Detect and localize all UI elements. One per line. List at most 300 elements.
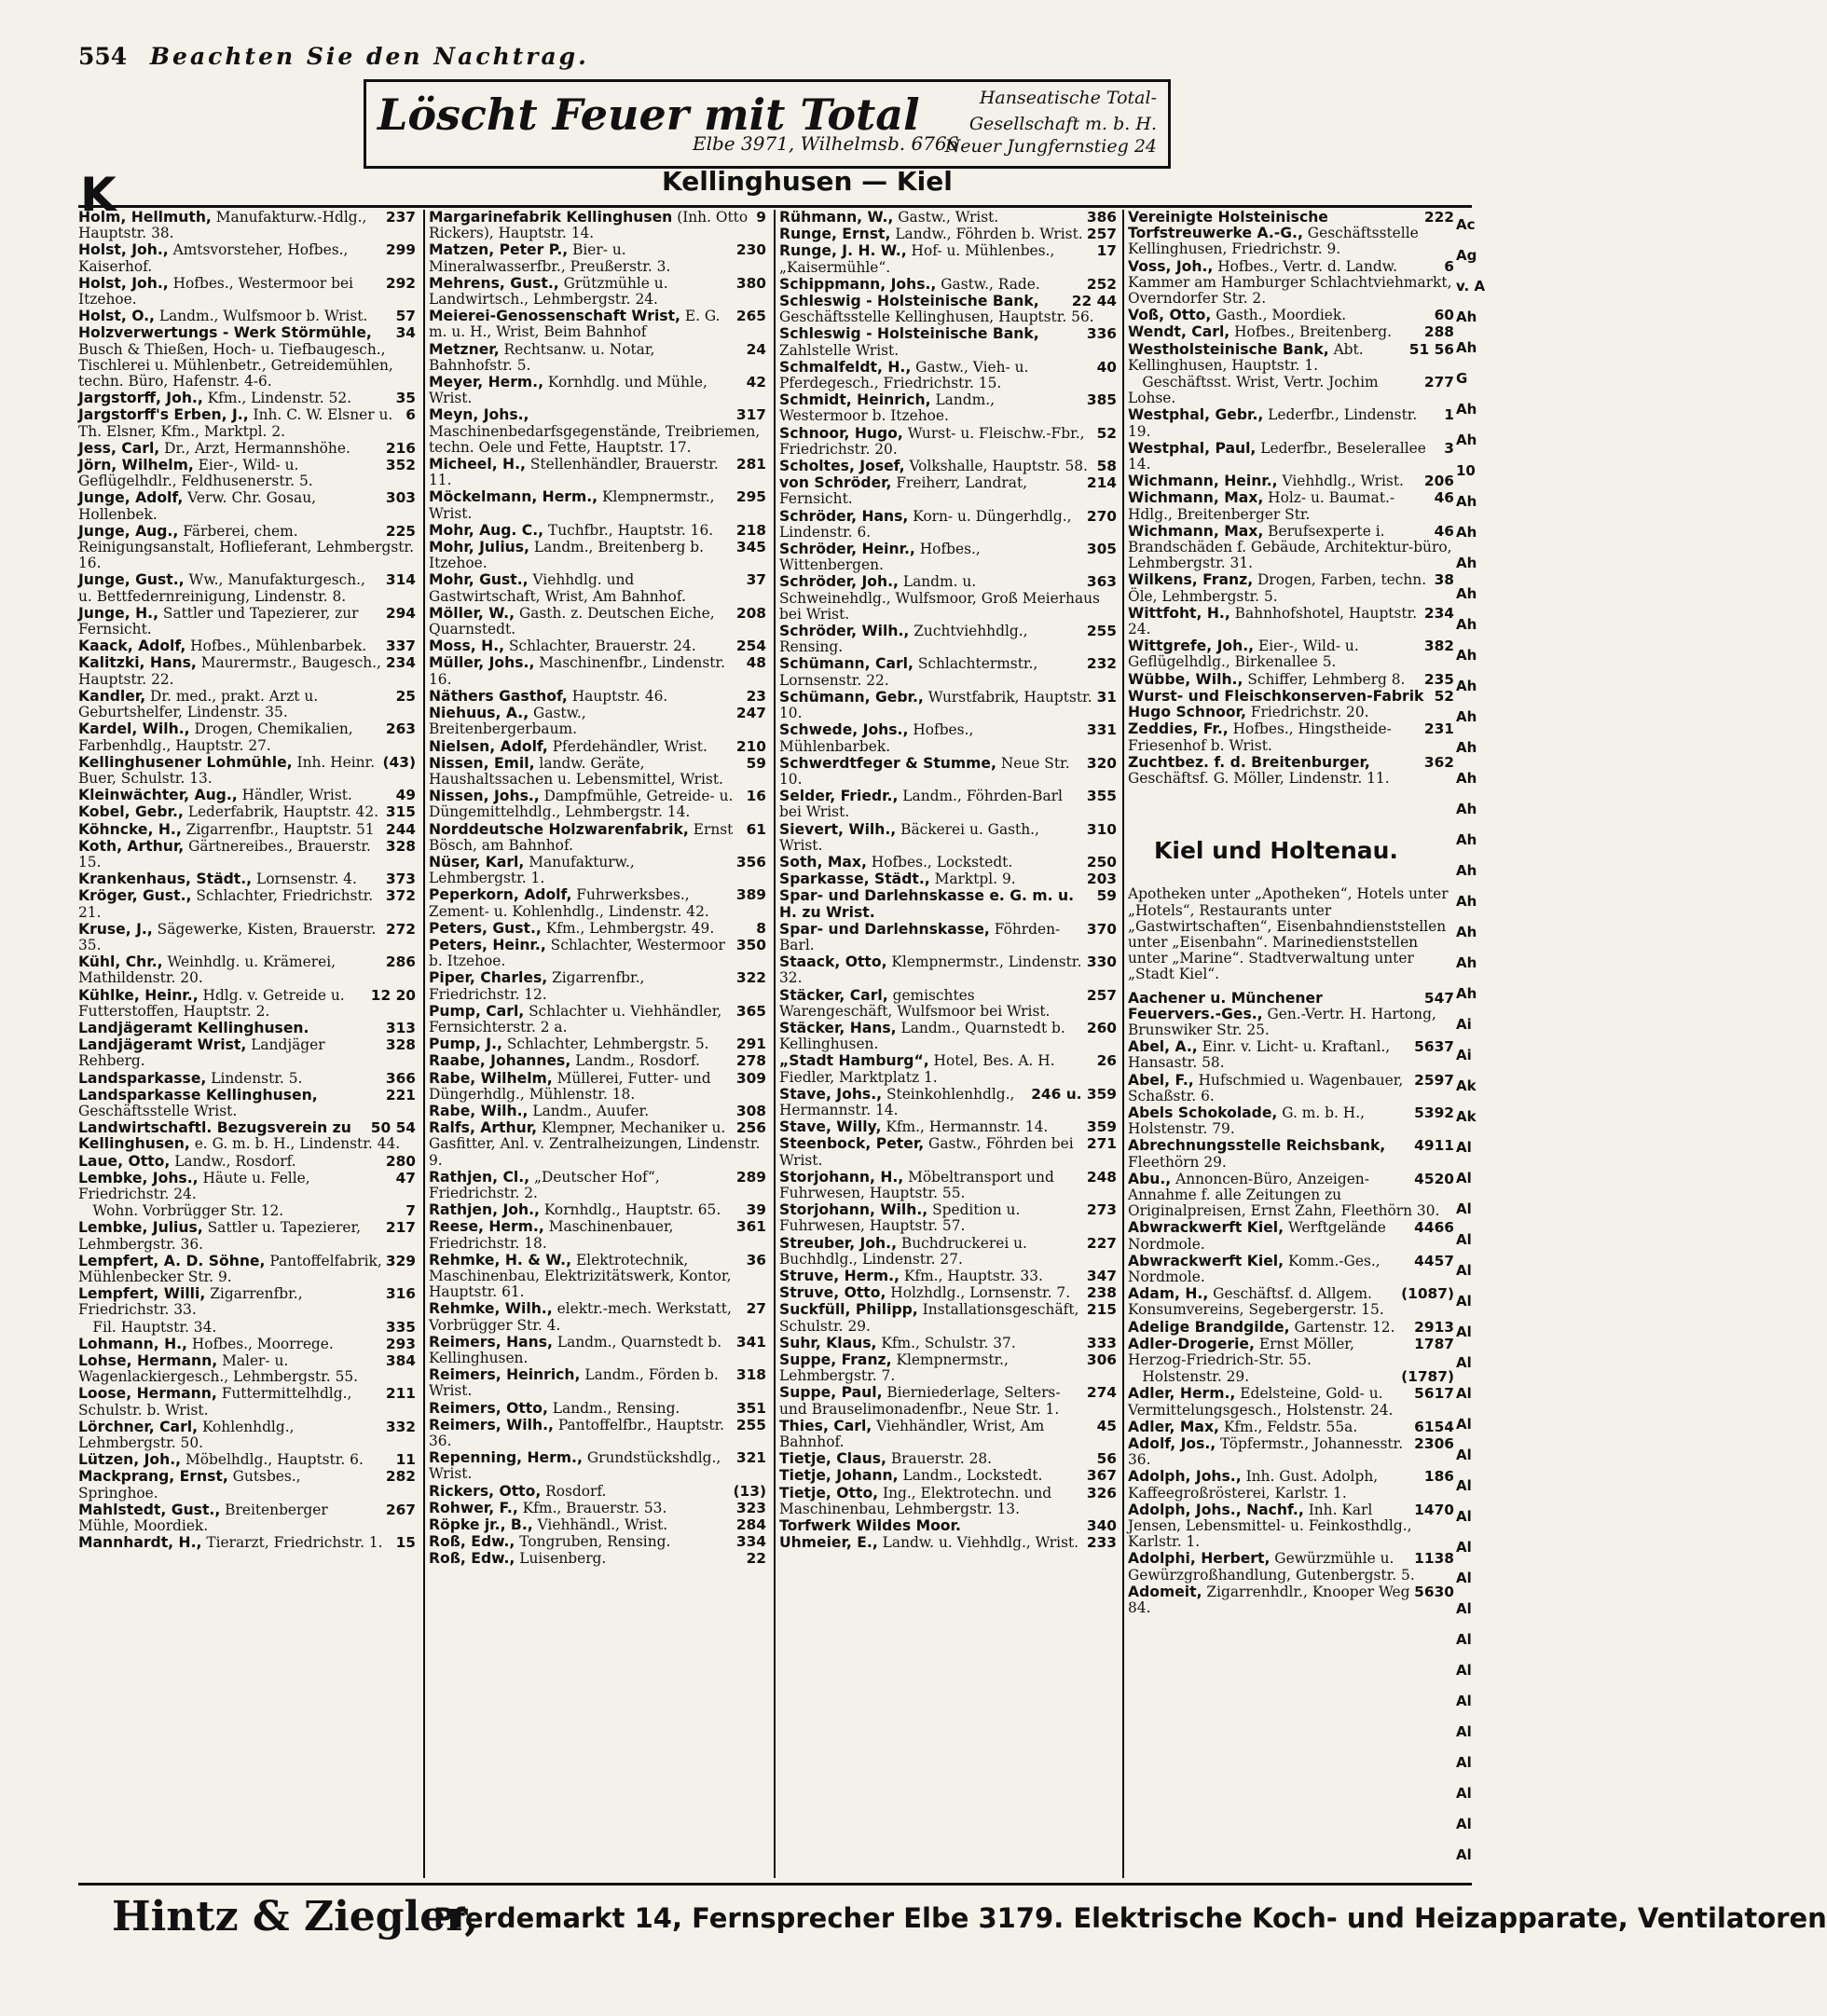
entry-details: Hofbes., Hingstheide-Friesenhof b. Wrist.	[1128, 720, 1392, 754]
phone-number: 322	[735, 969, 766, 987]
phone-number: 333	[1086, 1334, 1117, 1351]
phone-number: 334	[735, 1533, 766, 1551]
phone-number: 281	[735, 456, 766, 473]
phone-number: 61	[746, 820, 766, 838]
phone-number: 4911	[1414, 1137, 1454, 1155]
phone-number: 351	[735, 1399, 766, 1417]
entry-name: Pump, Carl,	[429, 1002, 525, 1020]
directory-entry	[1128, 1419, 1454, 1435]
entry-details: Föhrden-Barl.	[779, 920, 1061, 953]
footer-ad-text: Pferdemarkt 14, Fernsprecher Elbe 3179. Elektrische Koch- und Heizapparate, Ventilatoren	[433, 1902, 1827, 1934]
entry-details: Weinhdlg. u. Krämerei, Mathildenstr. 20.	[78, 953, 337, 987]
directory-entry	[429, 970, 766, 1002]
edge-fragment: Al	[1456, 1416, 1472, 1433]
directory-entry	[429, 242, 766, 274]
entry-name: Adolph, Johs., Nachf.,	[1128, 1501, 1304, 1518]
phone-number: 255	[735, 1416, 766, 1433]
entry-name: Rathjen, Joh.,	[429, 1201, 540, 1219]
phone-number: (43)	[382, 753, 416, 771]
phone-number: 6	[405, 406, 416, 424]
phone-number: 6	[1444, 257, 1454, 275]
entry-name: Möller, W.,	[429, 604, 515, 622]
entry-details: Gastw., Vieh- u. Pferdegesch., Friedrichstr. 15.	[779, 358, 1029, 392]
entry-details: Kornhdlg. und Mühle, Wrist.	[429, 374, 707, 407]
entry-details: Manufakturw., Lehmbergstr. 1.	[429, 853, 635, 887]
directory-entry	[1128, 1551, 1454, 1583]
directory-entry	[779, 360, 1117, 391]
column-2	[429, 210, 766, 1883]
directory-entry	[429, 1450, 766, 1482]
entry-name: Thies, Carl,	[779, 1417, 872, 1434]
entry-details: Kohlenhdlg., Lehmbergstr. 50.	[78, 1418, 295, 1452]
entry-name: Struve, Herm.,	[779, 1268, 900, 1284]
phone-number: 282	[385, 1468, 416, 1486]
entry-name: Landsparkasse,	[78, 1069, 207, 1087]
entry-name: Meyn, Johs.,	[429, 406, 529, 424]
directory-entry	[78, 1203, 416, 1219]
entry-details: Abt. Kellinghusen, Hauptstr. 1.	[1128, 340, 1364, 374]
entry-details: Landm., Rensing.	[552, 1399, 680, 1417]
edge-fragment: Al	[1456, 1170, 1472, 1186]
entry-details: Müllerei, Futter- und Düngerhdlg., Mühlenstr. 18.	[429, 1069, 711, 1103]
directory-entry	[78, 988, 416, 1020]
entry-name: Meyer, Herm.,	[429, 374, 543, 391]
entry-name: Schröder, Heinr.,	[779, 541, 915, 558]
phone-number: 321	[735, 1449, 766, 1467]
phone-number: 208	[735, 604, 766, 622]
phone-number: 221	[385, 1086, 416, 1104]
directory-entry	[429, 789, 766, 820]
entry-name: Adolf, Jos.,	[1128, 1435, 1216, 1453]
entry-details: Schlachter, Brauerstr. 24.	[508, 638, 696, 655]
edge-fragment: Al	[1456, 1231, 1472, 1248]
entry-details: Klempnermstr., Lindenstr. 32.	[779, 953, 1082, 987]
phone-number: 316	[385, 1285, 416, 1303]
phone-number: 1138	[1414, 1550, 1454, 1568]
edge-fragment: Ah	[1456, 493, 1477, 510]
entry-name: Voss, Joh.,	[1128, 257, 1214, 275]
phone-number: 363	[1086, 573, 1117, 591]
entry-name: Zuchtbez. f. d. Breitenburger,	[1128, 753, 1370, 771]
edge-fragment: Al	[1456, 1693, 1472, 1709]
entry-name: Holst, Joh.,	[78, 241, 169, 259]
entry-name: Schümann, Carl,	[779, 655, 914, 673]
entry-details: Hofbes., Westermoor bei Itzehoe.	[78, 274, 353, 309]
phone-number: 255	[1086, 623, 1117, 640]
phone-number: 232	[1086, 655, 1117, 673]
directory-entry	[78, 1469, 416, 1501]
entry-name: Uhmeier, E.,	[779, 1534, 878, 1552]
entry-name: Schleswig - Holsteinische Bank,	[779, 293, 1039, 310]
edge-fragment: Al	[1456, 1785, 1472, 1802]
edge-fragment: Ak	[1456, 1077, 1477, 1094]
directory-entry	[1128, 1254, 1454, 1285]
entry-details: Hufschmied u. Wagenbauer, Schaßstr. 6.	[1128, 1071, 1404, 1104]
entry-name: Matzen, Peter P.,	[429, 241, 569, 259]
entry-details: Gasth. z. Deutschen Eiche, Quarnstedt.	[429, 604, 715, 638]
phone-number: 257	[1086, 986, 1117, 1004]
phone-number: 326	[1086, 1484, 1117, 1502]
entry-details: Gutsbes., Springhoe.	[78, 1468, 301, 1502]
phone-number: 359	[1086, 1118, 1117, 1136]
phone-number: 256	[735, 1119, 766, 1137]
directory-entry	[779, 1021, 1117, 1052]
phone-number: 306	[1086, 1351, 1117, 1369]
phone-number: 45	[1096, 1417, 1117, 1434]
phone-number: 8	[756, 919, 766, 937]
entry-name: Westphal, Gebr.,	[1128, 406, 1264, 424]
directory-entry	[78, 822, 416, 838]
ad-phones: Elbe 3971, Wilhelmsb. 6766	[693, 132, 959, 155]
phone-number: 308	[735, 1102, 766, 1119]
entry-details: Hofbes., Lockstedt.	[871, 853, 1013, 871]
phone-number: 272	[385, 920, 416, 938]
entry-name: Junge, Adolf,	[78, 489, 184, 507]
column-3	[779, 210, 1117, 1883]
directory-entry	[429, 1551, 766, 1567]
phone-number: 380	[735, 274, 766, 292]
directory-entry	[779, 1202, 1117, 1234]
entry-name: Sparkasse, Städt.,	[779, 871, 930, 888]
entry-details: Hof- u. Mühlenbes., „Kaisermühle“.	[779, 242, 1055, 276]
phone-number: 355	[1086, 788, 1117, 805]
phone-number: 309	[735, 1069, 766, 1087]
phone-number: 310	[1086, 820, 1117, 838]
phone-number: 215	[1086, 1301, 1117, 1319]
directory-entry	[429, 1401, 766, 1417]
edge-fragment: Ah	[1456, 985, 1477, 1002]
phone-number: 382	[1423, 638, 1454, 655]
edge-fragment: v. A	[1456, 278, 1486, 295]
entry-details: Kfm., Feldstr. 55a.	[1223, 1418, 1358, 1435]
entry-name: Koth, Arthur,	[78, 837, 185, 855]
directory-entry	[1128, 1105, 1454, 1137]
directory-entry	[78, 721, 416, 753]
page-title: Kellinghusen — Kiel	[662, 166, 953, 197]
entry-name: Adomeit,	[1128, 1583, 1202, 1600]
entry-details: Maschinenbedarfsgegenstände, Treibriemen, techn. Oele und Fette, Hauptstr. 17.	[429, 422, 761, 456]
entry-details: Klempnermstr., Wrist.	[429, 488, 715, 522]
phone-number: 234	[385, 654, 416, 672]
directory-entry	[429, 921, 766, 937]
phone-number: 289	[735, 1168, 766, 1186]
entry-name: Schmalfeldt, H.,	[779, 358, 912, 376]
section-letter: K	[80, 168, 117, 222]
directory-entry	[1128, 1172, 1454, 1220]
entry-name: Lohse, Hermann,	[78, 1352, 218, 1370]
entry-name: Wichmann, Heinr.,	[1128, 473, 1278, 490]
entry-name: Näthers Gasthof,	[429, 687, 568, 705]
directory-entry	[78, 1037, 416, 1069]
directory-entry	[429, 276, 766, 308]
directory-entry	[429, 457, 766, 488]
entry-name: Mannhardt, H.,	[78, 1534, 202, 1552]
entry-details: Landm., Rosdorf.	[575, 1052, 700, 1070]
entry-name: Abwrackwerft Kiel,	[1128, 1252, 1284, 1269]
entry-name: Repenning, Herm.,	[429, 1449, 583, 1467]
directory-entry	[779, 1170, 1117, 1201]
entry-name: Reese, Herm.,	[429, 1218, 544, 1236]
phone-number: 337	[385, 638, 416, 655]
phone-number: 332	[385, 1418, 416, 1435]
entry-name: Peperkorn, Adolf,	[429, 886, 572, 904]
directory-entry	[1128, 259, 1454, 308]
directory-entry	[78, 391, 416, 406]
entry-name: Landwirtschaftl. Bezugsverein zu Kellinghusen,	[78, 1119, 351, 1153]
directory-entry	[779, 922, 1117, 953]
entry-name: Laue, Otto,	[78, 1152, 171, 1170]
edge-fragment: Ah	[1456, 770, 1477, 787]
column-divider	[1122, 210, 1124, 1878]
entry-name: Vereinigte Holsteinische Torfstreuwerke A.-G.,	[1128, 209, 1328, 242]
entry-details: Zigarrenfbr., Hauptstr. 51	[185, 820, 375, 838]
phone-number: 284	[735, 1516, 766, 1534]
entry-name: Landsparkasse Kellinghusen,	[78, 1086, 318, 1104]
entry-name: Reimers, Heinrich,	[429, 1366, 581, 1384]
directory-entry	[429, 523, 766, 539]
directory-entry	[429, 1071, 766, 1103]
entry-details: Korn- u. Düngerhdlg., Lindenstr. 6.	[779, 507, 1072, 541]
edge-fragment: Ah	[1456, 708, 1477, 725]
column-1	[78, 210, 416, 1883]
directory-entry	[429, 1517, 766, 1533]
directory-entry	[429, 822, 766, 854]
phone-number: 6154	[1414, 1418, 1454, 1435]
phone-number: 347	[1086, 1268, 1117, 1284]
directory-entry	[78, 572, 416, 604]
entry-details: Pferdehändler, Wrist.	[552, 737, 707, 755]
phone-number: 267	[385, 1501, 416, 1518]
directory-entry	[1128, 1337, 1454, 1368]
entry-details: Geschäftsstelle Kellinghusen, Hauptstr. 56.	[779, 309, 1094, 326]
entry-details: Elektrotechnik, Maschinenbau, Elektrizitätswerk, Kontor, Hauptstr. 61.	[429, 1251, 732, 1301]
entry-name: Junge, H.,	[78, 604, 158, 622]
phone-number: 273	[1086, 1201, 1117, 1219]
entry-name: Landjägeramt Wrist,	[78, 1036, 247, 1054]
directory-entry	[1128, 1469, 1454, 1501]
entry-details: Ing., Elektrotechn. und Maschinenbau, Lehmbergstr. 13.	[779, 1484, 1052, 1517]
entry-details: Schlachter, Lehmbergstr. 5.	[506, 1035, 709, 1053]
entry-details: Hofbes., Vertr. d. Landw. Kammer am Hamburger Schlachtviehmarkt, Overndorfer Str. 2.	[1128, 257, 1452, 308]
edge-fragment: Al	[1456, 1323, 1472, 1340]
entry-name: Stave, Johs.,	[779, 1085, 883, 1103]
entry-name: Aachener u. Münchener Feuervers.-Ges.,	[1128, 989, 1323, 1022]
entry-name: Suhr, Klaus,	[779, 1334, 877, 1351]
entry-name: Holzverwertungs - Werk Störmühle,	[78, 324, 372, 342]
entry-details: Viehhändl., Wrist.	[537, 1516, 668, 1534]
entry-name: Reimers, Wilh.,	[429, 1416, 554, 1433]
entry-details: Brauerstr. 28.	[890, 1450, 993, 1468]
entry-name: Roß, Edw.,	[429, 1533, 515, 1551]
entry-name: Zeddies, Fr.,	[1128, 720, 1229, 738]
phone-number: 11	[395, 1451, 416, 1469]
phone-number: 210	[735, 737, 766, 755]
entry-details: Busch & Thießen, Hoch- u. Tiefbaugesch., Tischlerei u. Mühlenbetr., Getreidemühlen, techn. Büro, Hafenstr. 4-6.	[78, 340, 393, 391]
entry-name: Jörn, Wilhelm,	[78, 457, 194, 474]
entry-details: Manufakturw.-Hdlg., Hauptstr. 38.	[78, 209, 367, 242]
entry-details: „Deutscher Hof“, Friedrichstr. 2.	[429, 1168, 660, 1201]
entry-details: Fil. Hauptstr. 34.	[92, 1318, 217, 1336]
phone-number: 246 u. 359	[1031, 1085, 1117, 1103]
phone-number: 237	[385, 209, 416, 226]
entry-details: Geschäftsstelle Wrist.	[78, 1102, 238, 1119]
entry-details: Kfm., Lindenstr. 52.	[207, 390, 352, 407]
entry-details: Kfm., Lehmbergstr. 49.	[545, 919, 715, 937]
phone-number: 367	[1086, 1467, 1117, 1485]
phone-number: 38	[1434, 571, 1454, 589]
edge-fragment: Ah	[1456, 647, 1477, 664]
entry-name: Adolph, Johs.,	[1128, 1468, 1242, 1486]
entry-details: Wurst- u. Fleischw.-Fbr., Friedrichstr. 20.	[779, 424, 1085, 458]
entry-name: Rathjen, Cl.,	[429, 1168, 530, 1186]
phone-number: 350	[735, 936, 766, 953]
phone-number: 17	[1096, 242, 1117, 260]
entry-details: Schlachter, Westermoor b. Itzehoe.	[429, 936, 725, 970]
directory-entry	[1128, 1584, 1454, 1616]
edge-fragment: G	[1456, 370, 1468, 387]
directory-entry	[779, 1087, 1117, 1118]
directory-entry	[429, 1301, 766, 1333]
edge-fragment: Al	[1456, 1200, 1472, 1217]
phone-number: 315	[385, 803, 416, 821]
phone-number: 3	[1444, 439, 1454, 457]
entry-name: Abel, A.,	[1128, 1038, 1198, 1056]
entry-details: Fleethörn 29.	[1128, 1153, 1227, 1171]
entry-name: Junge, Aug.,	[78, 522, 179, 540]
phone-number: 59	[746, 754, 766, 772]
phone-number: 49	[395, 787, 416, 804]
phone-number: 328	[385, 837, 416, 855]
entry-details: Grundstückshdlg., Wrist.	[429, 1449, 721, 1483]
entry-details: Hofbes., Moorrege.	[191, 1335, 334, 1352]
directory-entry	[429, 1367, 766, 1399]
entry-details: G. m. b. H., Holstenstr. 79.	[1128, 1104, 1366, 1138]
phone-number: 227	[1086, 1234, 1117, 1252]
entry-details: Viehhändler, Wrist, Am Bahnhof.	[779, 1417, 1045, 1451]
directory-entry	[429, 1170, 766, 1201]
entry-name: Lörchner, Carl,	[78, 1418, 199, 1435]
entry-details: Freiherr, Landrat, Fernsicht.	[779, 474, 1028, 508]
entry-details: Landm., Quarnstedt b. Kellinghusen.	[779, 1019, 1065, 1053]
entry-details: E. G. m. u. H., Wrist, Beim Bahnhof	[429, 308, 721, 341]
entry-details: Gastw., Rade.	[941, 275, 1040, 293]
phone-number: 56	[1096, 1450, 1117, 1468]
entry-details: Geschäftsstelle Kellinghusen, Friedrichstr. 9.	[1128, 225, 1419, 258]
phone-number: 293	[385, 1335, 416, 1352]
entry-details: Lederfabrik, Hauptstr. 42.	[187, 803, 379, 821]
entry-details: Töpfermstr., Johannesstr. 36.	[1128, 1435, 1404, 1469]
edge-fragment: Ai	[1456, 1047, 1472, 1063]
phone-number: 37	[746, 571, 766, 589]
entry-details: Installationsgeschäft, Schulstr. 29.	[779, 1301, 1079, 1335]
directory-entry	[779, 1419, 1117, 1450]
entry-details: Verw. Chr. Gosau, Hollenbek.	[78, 489, 317, 523]
directory-entry	[1128, 672, 1454, 688]
entry-details: Annoncen-Büro, Anzeigen-Annahme f. alle Zeitungen zu Originalpreisen, Ernst Zahn, Fleethörn 30.	[1128, 1170, 1440, 1220]
directory-entry	[779, 871, 1117, 887]
entry-details: Gärtnereibes., Brauerstr. 15.	[78, 837, 371, 871]
directory-entry	[779, 326, 1117, 358]
edge-fragment: Ac	[1456, 216, 1476, 233]
directory-entry	[1128, 689, 1454, 720]
entry-details: Zigarrenhdlr., Knooper Weg 84.	[1128, 1583, 1410, 1617]
entry-details: Berufsexperte i. Brandschäden f. Gebäude, Architektur-büro, Lehmbergstr. 31.	[1128, 522, 1452, 572]
entry-details: Zigarrenfbr., Friedrichstr. 12.	[429, 969, 645, 1003]
directory-entry	[429, 1253, 766, 1301]
directory-entry	[78, 524, 416, 572]
phone-number: 265	[735, 308, 766, 325]
directory-entry	[1128, 375, 1454, 406]
directory-entry	[1128, 524, 1454, 572]
directory-entry	[78, 210, 416, 241]
directory-entry	[779, 1336, 1117, 1351]
directory-entry	[1128, 210, 1454, 258]
entry-name: Stäcker, Hans,	[779, 1019, 897, 1036]
phone-number: 206	[1423, 473, 1454, 490]
entry-details: Bahnhofshotel, Hauptstr. 24.	[1128, 604, 1418, 638]
phone-number: 5637	[1414, 1038, 1454, 1056]
entry-details: Händler, Wrist.	[241, 787, 352, 804]
directory-entry	[779, 888, 1117, 920]
entry-details: Lornsenstr. 4.	[255, 871, 357, 888]
directory-entry	[1128, 1320, 1454, 1336]
entry-name: Kellinghusener Lohmühle,	[78, 753, 293, 771]
entry-name: Holm, Hellmuth,	[78, 209, 212, 226]
phone-number: 330	[1086, 953, 1117, 971]
directory-entry	[1128, 324, 1454, 340]
entry-name: Röpke jr., B.,	[429, 1516, 533, 1534]
edge-fragment: 10	[1456, 462, 1476, 479]
entry-name: Suppe, Franz,	[779, 1351, 892, 1369]
directory-entry	[779, 243, 1117, 275]
entry-name: Stave, Willy,	[779, 1118, 882, 1136]
directory-entry	[78, 1320, 416, 1336]
entry-details: Zuchtviehhdlg., Rensing.	[779, 623, 1028, 656]
column-divider	[423, 210, 425, 1878]
directory-entry	[78, 1353, 416, 1385]
entry-details: Kfm., Schulstr. 37.	[881, 1334, 1016, 1351]
phone-number: 263	[385, 720, 416, 738]
phone-number: 16	[746, 788, 766, 805]
directory-entry	[78, 1386, 416, 1418]
entry-name: Holst, Joh.,	[78, 274, 169, 292]
entry-details: Schlachter, Friedrichstr. 21.	[78, 887, 374, 921]
directory-entry	[779, 1302, 1117, 1334]
page-number: 554	[78, 43, 128, 70]
phone-number: 389	[735, 886, 766, 904]
directory-entry	[429, 1219, 766, 1251]
entry-name: Ralfs, Arthur,	[429, 1119, 538, 1137]
phone-number: 51 56	[1408, 340, 1454, 358]
entry-name: Peters, Gust.,	[429, 919, 542, 937]
directory-entry	[779, 1136, 1117, 1168]
phone-number: 15	[395, 1534, 416, 1552]
entry-name: Lembke, Johs.,	[78, 1169, 199, 1186]
entry-details: Ernst Möller, Herzog-Friedrich-Str. 55.	[1128, 1335, 1354, 1368]
entry-details: Steinkohlenhdlg., Hermannstr. 14.	[779, 1085, 1015, 1118]
edge-fragment: Al	[1456, 1447, 1472, 1463]
entry-details: Spedition u. Fuhrwesen, Hauptstr. 57.	[779, 1201, 1021, 1235]
entry-name: Kühl, Chr.,	[78, 953, 163, 971]
entry-details: Gartenstr. 12.	[1294, 1318, 1395, 1336]
entry-details: Volkshalle, Hauptstr. 58.	[909, 458, 1088, 475]
directory-entry	[779, 690, 1117, 721]
phone-number: 340	[1086, 1517, 1117, 1535]
directory-entry	[78, 839, 416, 871]
directory-entry	[78, 1071, 416, 1087]
directory-entry	[78, 1286, 416, 1318]
phone-number: 277	[1423, 374, 1454, 391]
